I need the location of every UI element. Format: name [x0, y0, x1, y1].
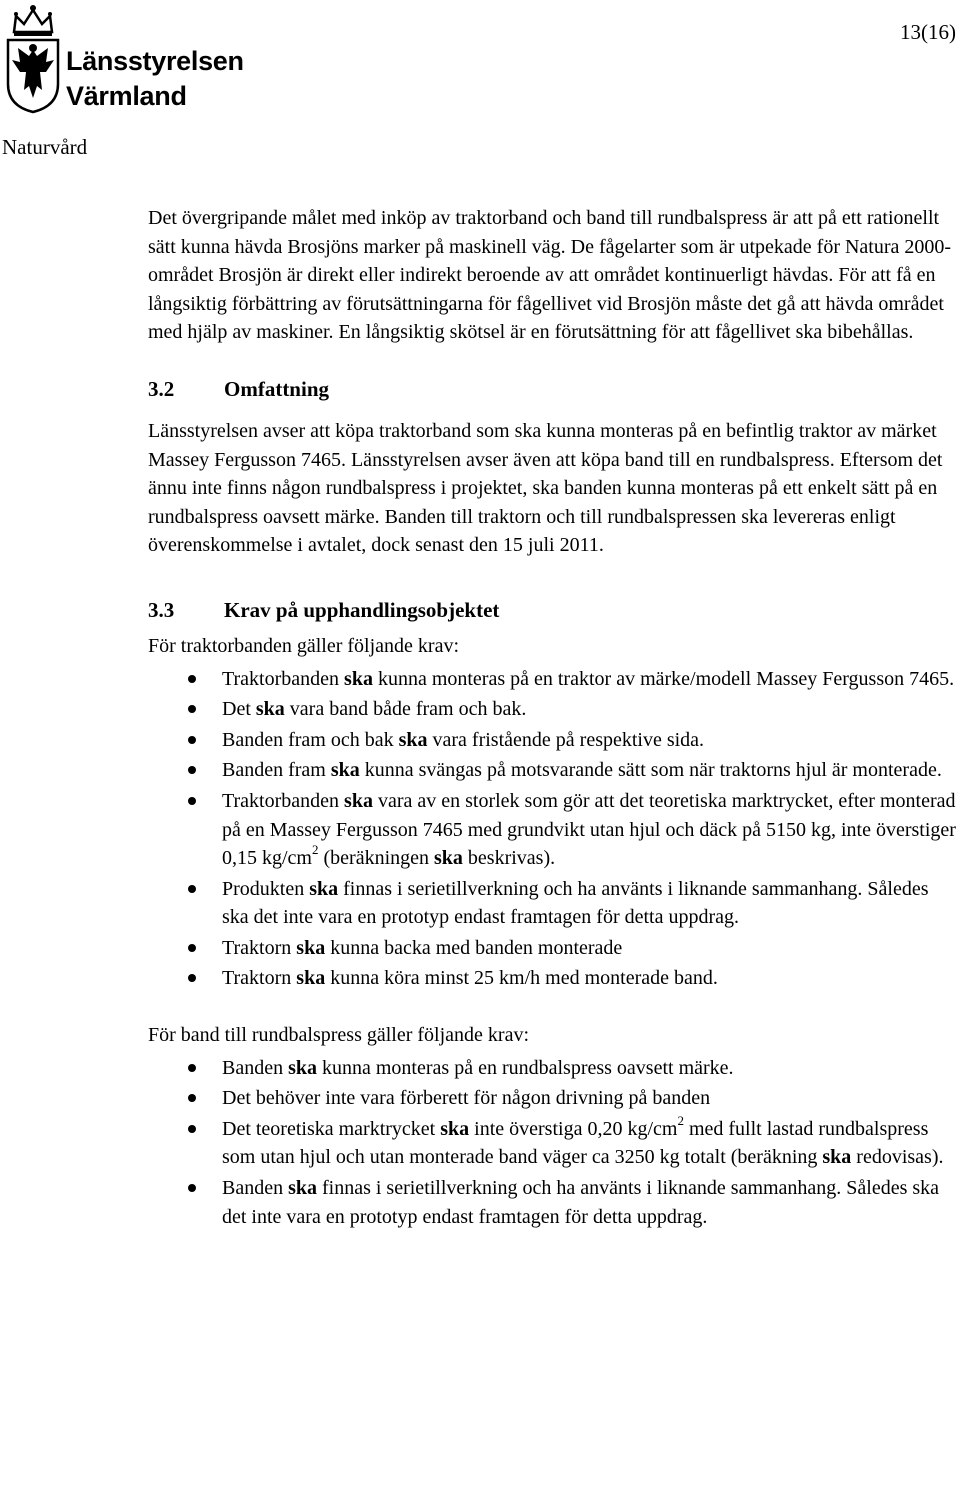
- list-item: [148, 695, 960, 724]
- emphasis: ska: [288, 1056, 317, 1079]
- item-text: Traktorbanden: [222, 667, 340, 690]
- item-text: Det: [222, 698, 251, 721]
- item-text: vara av en storlek som gör att det teoretiska marktrycket, efter monterad på en Massey Fergusson 7465 med grundvikt utan hjul och däck på 5150 kg, inte överstiger 0,15 kg/cm: [222, 789, 956, 870]
- section-heading-3-3: [148, 596, 960, 624]
- department-label: Naturvård: [2, 135, 88, 159]
- item-text: Det behöver inte vara förberett för någon drivning på banden: [222, 1087, 711, 1110]
- baler-list-intro: För band till rundbalspress gäller följande krav:: [148, 1024, 530, 1047]
- item-text: Banden fram: [222, 759, 326, 782]
- bullet-icon: [188, 736, 196, 744]
- bullet-icon: [188, 1125, 196, 1133]
- item-text: Traktorn: [222, 967, 292, 990]
- document-body: [148, 204, 960, 1233]
- list-item: [148, 1174, 960, 1231]
- item-text: vara fristående på respektive sida.: [432, 728, 705, 751]
- item-text: Banden fram och bak: [222, 728, 394, 751]
- item-text: vara band både fram och bak.: [289, 698, 527, 721]
- item-text: Banden: [222, 1177, 284, 1200]
- list-item: [148, 875, 960, 932]
- item-text: beskrivas).: [467, 847, 556, 870]
- emphasis: ska: [296, 967, 326, 990]
- page-number: 13(16): [900, 20, 956, 44]
- item-text: Banden: [222, 1056, 284, 1079]
- emphasis: ska: [398, 728, 428, 751]
- section-number: 3.3: [148, 597, 175, 622]
- bullet-icon: [188, 766, 196, 774]
- superscript: 2: [312, 842, 319, 858]
- list-item: [148, 787, 960, 873]
- emphasis: ska: [288, 1177, 317, 1200]
- item-text: inte överstiga 0,20 kg/cm: [474, 1117, 678, 1140]
- bullet-icon: [188, 797, 196, 805]
- list-item: [148, 756, 960, 785]
- item-text: med fullt lastad rundbalspress som utan hjul och utan monterade band väger ca 3250 kg totalt (beräkning: [222, 1117, 929, 1169]
- agency-logo: [0, 0, 244, 120]
- tractor-requirements-list: [148, 665, 960, 994]
- section-heading-3-2: [148, 375, 960, 403]
- item-text: (beräkningen: [323, 847, 430, 870]
- bullet-icon: [188, 1094, 196, 1102]
- item-text: kunna backa med banden monterade: [330, 936, 623, 959]
- logo-line-2: Värmland: [66, 81, 187, 111]
- emphasis: ska: [255, 698, 285, 721]
- item-text: kunna monteras på en traktor av märke/modell Massey Fergusson 7465.: [377, 667, 955, 690]
- baler-requirements-list: [148, 1054, 960, 1232]
- emphasis: ska: [434, 847, 463, 870]
- bullet-icon: [188, 1184, 196, 1192]
- bullet-icon: [188, 944, 196, 952]
- section-title: Omfattning: [224, 376, 329, 401]
- bullet-icon: [188, 885, 196, 893]
- section-title: Krav på upphandlingsobjektet: [224, 597, 500, 622]
- item-text: Traktorn: [222, 936, 292, 959]
- emphasis: ska: [440, 1117, 470, 1140]
- item-text: finnas i serietillverkning och ha använts i liknande sammanhang. Således ska det inte vara en prototyp endast framtagen för detta uppdrag.: [222, 1177, 940, 1228]
- list-item: [148, 1084, 960, 1113]
- emphasis: ska: [822, 1146, 852, 1169]
- emphasis: ska: [296, 936, 326, 959]
- bullet-icon: [188, 974, 196, 982]
- section-number: 3.2: [148, 376, 175, 401]
- coat-of-arms-icon: [4, 2, 62, 114]
- bullet-icon: [188, 1064, 196, 1072]
- item-text: kunna svängas på motsvarande sätt som när traktorns hjul är monterade.: [364, 759, 942, 782]
- emphasis: ska: [330, 759, 360, 782]
- list-item: [148, 934, 960, 963]
- item-text: kunna monteras på en rundbalspress oavsett märke.: [322, 1056, 734, 1079]
- list-item: [148, 726, 960, 755]
- item-text: Traktorbanden: [222, 789, 340, 812]
- item-text: redovisas).: [856, 1146, 944, 1169]
- bullet-icon: [188, 705, 196, 713]
- section-3-2-paragraph: Länsstyrelsen avser att köpa traktorband som ska kunna monteras på en befintlig traktor av märket Massey Fergusson 7465. Länsstyrelsen avser även att köpa band till en rundbalspress. Eftersom det ännu inte finns någon rundbalspress i projektet, ska banden kunna monteras på ett enkelt sätt på en rundbalspress oavsett märke. Banden till traktorn och till rundbalspressen ska levereras enligt överenskommelse i avtalet, dock senast den 15 juli 2011.: [148, 419, 943, 557]
- emphasis: ska: [344, 667, 373, 690]
- list-item: [148, 1115, 960, 1172]
- list-item: [148, 964, 960, 993]
- tractor-list-intro: För traktorbanden gäller följande krav:: [148, 634, 459, 657]
- superscript: 2: [677, 1113, 684, 1129]
- emphasis: ska: [344, 789, 373, 812]
- item-text: Det teoretiska marktrycket: [222, 1117, 436, 1140]
- list-item: [148, 665, 960, 694]
- item-text: Produkten: [222, 877, 305, 900]
- bullet-icon: [188, 675, 196, 683]
- intro-paragraph: Det övergripande målet med inköp av traktorband och band till rundbalspress är att på ett rationellt sätt kunna hävda Brosjöns marker på maskinell väg. De fågelarter som är utpekade för Natura 2000-området Brosjön är direkt eller indirekt beroende av att området kontinuerligt hävdas. För att få en långsiktig förbättring av förutsättningarna för fågellivet vid Brosjön måste det gå att hävda området med hjälp av maskiner. En långsiktig skötsel är en förutsättning för att fågellivet ska bibehållas.: [148, 207, 952, 344]
- emphasis: ska: [309, 877, 339, 900]
- item-text: finnas i serietillverkning och ha använts i liknande sammanhang. Således ska det inte vara en prototyp endast framtagen för detta uppdrag.: [222, 877, 929, 929]
- logo-line-1: Länsstyrelsen: [66, 46, 244, 76]
- list-item: [148, 1054, 960, 1083]
- item-text: kunna köra minst 25 km/h med monterade band.: [330, 967, 718, 990]
